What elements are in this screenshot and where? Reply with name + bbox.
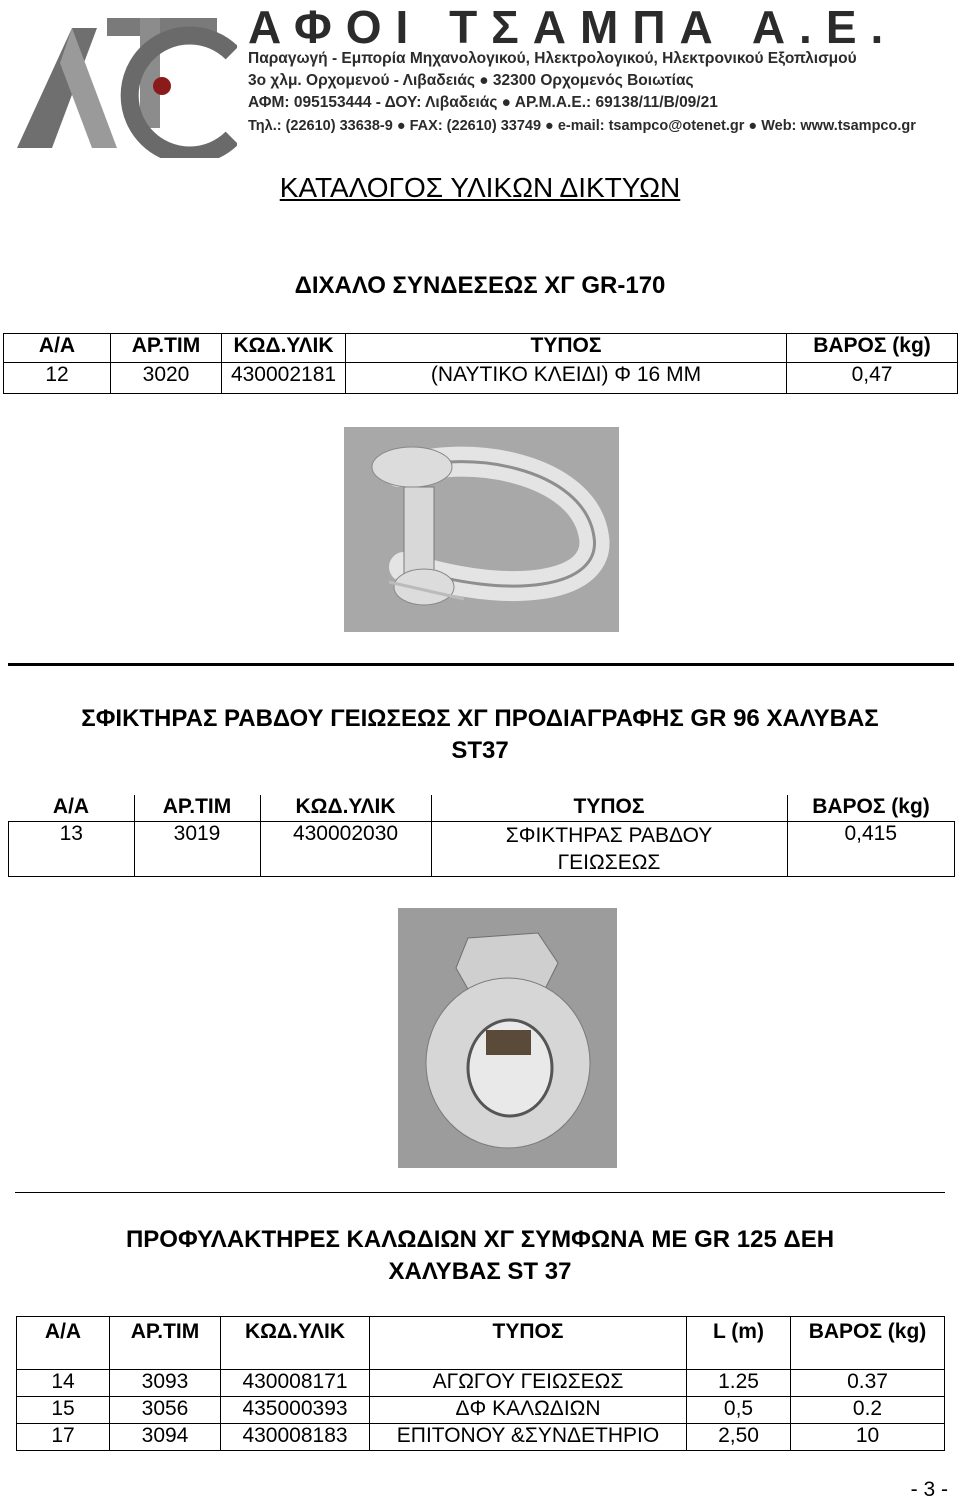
section2-heading-line2: ST37 [451,737,509,764]
section3-table [16,1316,945,1451]
divider [15,1192,945,1193]
header-line-contact: Τηλ.: (22610) 33638-9 ● FAX: (22610) 33749 ● e-mail: tsampco@otenet.gr ● Web: www.tsampco.gr [248,118,916,134]
cell-length: 2,50 [687,1424,791,1451]
col-header-typos: ΤΥΠΟΣ [346,334,787,363]
col-header-kod: ΚΩΔ.ΥΛΙΚ [221,1317,370,1370]
cell-kod: 430008171 [221,1370,370,1397]
table-row [4,363,958,394]
cell-typos-line1: ΣΦΙΚΤΗΡΑΣ ΡΑΒΔΟΥ [505,823,713,847]
col-header-aa: Α/Α [17,1317,110,1370]
col-header-typos: ΤΥΠΟΣ [431,795,787,821]
cell-varos: 0,47 [787,363,958,394]
section3-heading-line2: ΧΑΛΥΒΑΣ ST 37 [388,1258,572,1285]
cell-varos: 0.37 [791,1370,945,1397]
cell-typos: ΔΦ ΚΑΛΩΔΙΩΝ [370,1397,687,1424]
cell-aa: 12 [4,363,111,394]
cell-artim: 3093 [110,1370,221,1397]
cell-aa: 15 [17,1397,110,1424]
cell-aa: 17 [17,1424,110,1451]
cell-length: 1.25 [687,1370,791,1397]
cell-artim: 3094 [110,1424,221,1451]
cell-kod: 435000393 [221,1397,370,1424]
section3-heading: ΠΡΟΦΥΛΑΚΤΗΡΕΣ ΚΑΛΩΔΙΩΝ ΧΓ ΣΥΜΦΩΝΑ ΜΕ GR 125 ΔΕΗ [125,1226,835,1253]
table-row [9,821,955,876]
header-line-address: 3ο χλμ. Ορχομενού - Λιβαδειάς ● 32300 Ορχομενός Βοιωτίας [248,72,694,89]
cell-typos: (ΝΑΥΤΙΚΟ ΚΛΕΙΔΙ) Φ 16 ΜΜ [346,363,787,394]
table-header-row [9,795,955,821]
col-header-length: L (m) [687,1317,791,1370]
section1-heading: ΔΙΧΑΛΟ ΣΥΝΔΕΣΕΩΣ ΧΓ GR-170 [294,272,666,299]
clamp-photo [398,908,617,1168]
col-header-kod: ΚΩΔ.ΥΛΙΚ [222,334,346,363]
cell-aa: 14 [17,1370,110,1397]
col-header-typos: ΤΥΠΟΣ [370,1317,687,1370]
col-header-varos: ΒΑΡΟΣ (kg) [791,1317,945,1370]
col-header-aa: Α/Α [4,334,111,363]
cell-typos [431,821,787,876]
cell-varos: 0.2 [791,1397,945,1424]
company-logo [12,8,237,158]
shackle-image [344,427,619,632]
cell-artim: 3019 [134,821,260,876]
table-header-row [4,334,958,363]
cell-typos: ΑΓΩΓΟΥ ΓΕΙΩΣΕΩΣ [370,1370,687,1397]
table-row [17,1424,945,1451]
divider [8,663,954,666]
header-line-business: Παραγωγή - Εμπορία Μηχανολογικού, Ηλεκτρολογικού, Ηλεκτρονικού Εξοπλισμού [248,50,857,67]
col-header-artim: ΑΡ.ΤΙΜ [110,1317,221,1370]
cell-varos: 10 [791,1424,945,1451]
cell-artim: 3020 [111,363,222,394]
header-line-tax: ΑΦΜ: 095153444 - ΔΟΥ: Λιβαδειάς ● ΑΡ.Μ.Α.Ε.: 69138/11/Β/09/21 [248,94,718,111]
cell-varos: 0,415 [787,821,955,876]
cell-kod: 430002181 [222,363,346,394]
cell-typos-line2: ΓΕΙΩΣΕΩΣ [557,850,661,874]
table-header-row [17,1317,945,1370]
col-header-artim: ΑΡ.ΤΙΜ [111,334,222,363]
col-header-varos: ΒΑΡΟΣ (kg) [787,334,958,363]
section1-table [3,333,958,394]
page-title: ΚΑΤΑΛΟΓΟΣ ΥΛΙΚΩΝ ΔΙΚΤΥΩΝ [279,172,681,203]
page-number: - 3 - [910,1478,948,1501]
company-name: ΑΦΟΙ ΤΣΑΜΠΑ Α.Ε. [248,1,898,53]
cell-aa: 13 [9,821,135,876]
col-header-aa: Α/Α [9,795,135,821]
col-header-artim: ΑΡ.ΤΙΜ [134,795,260,821]
col-header-varos: ΒΑΡΟΣ (kg) [787,795,955,821]
section2-table [8,795,955,877]
shackle-photo [344,427,619,632]
cell-kod: 430002030 [260,821,431,876]
col-header-kod: ΚΩΔ.ΥΛΙΚ [260,795,431,821]
table-row [17,1370,945,1397]
section2-heading: ΣΦΙΚΤΗΡΑΣ ΡΑΒΔΟΥ ΓΕΙΩΣΕΩΣ ΧΓ ΠΡΟΔΙΑΓΡΑΦΗΣ GR 96 ΧΑΛΥΒΑΣ [81,705,879,732]
cell-artim: 3056 [110,1397,221,1424]
cell-length: 0,5 [687,1397,791,1424]
table-row [17,1397,945,1424]
cell-typos: ΕΠΙΤΟΝΟΥ &ΣΥΝΔΕΤΗΡΙΟ [370,1424,687,1451]
clamp-image [398,908,617,1168]
cell-kod: 430008183 [221,1424,370,1451]
